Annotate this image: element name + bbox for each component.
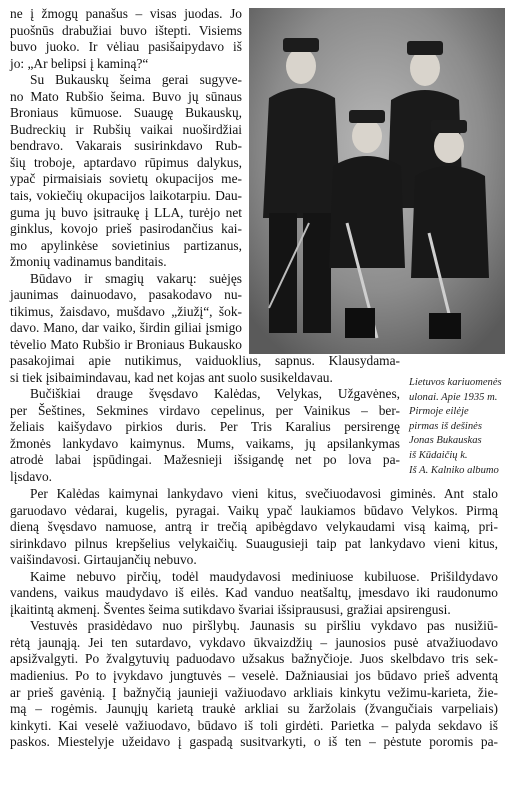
photo-caption — [409, 376, 505, 478]
caption-line: Jonas Bukauskas — [409, 435, 482, 447]
mid-text — [10, 353, 400, 485]
text-line: Su Bukauskų šeima gerai sugyve- — [30, 72, 242, 88]
text-line: vaišindavosi. Girtaujančių nebuvo. — [10, 552, 197, 568]
text-line: rėtą jaunąją. Jei ten sutardavo, vykdavo ūkvaizdžių – jaunosios pusė atvažiuodavo — [10, 634, 498, 650]
text-line: guma jų buvo įsitraukę į LLA, turėjo net — [10, 204, 242, 220]
text-line: Kaime nebuvo pirčių, todėl maudydavosi mediniuose kubiluose. Prišildydavo — [30, 568, 498, 584]
text-line: no Mato Rubšio šeima. Buvo jų sūnaus — [10, 88, 242, 104]
text-line: madienius. Po to įvykdavo jungtuvės – veselė. Dažniausiai jos būdavo prieš adventą — [10, 668, 498, 684]
text-line: ginklus, kovojo prieš pasirodančius kai- — [10, 221, 242, 237]
archival-photo — [249, 8, 505, 354]
text-line: ne į žmogų panašus – visas juodas. Jo — [10, 6, 242, 21]
text-line: sirinkdavo pilnus krepšelius velykaičių. Suaugusieji taip pat lankydavo vieni kitus, — [10, 535, 498, 551]
text-line: įkaitintą akmenį. Šventes šeima sutikdavo švariai išsipraususi, gražiai apsirengusi. — [10, 601, 451, 617]
text-line: tėvelio Mato Rubšio ir Broniaus Bukausko — [10, 336, 242, 352]
text-line: želiais kaišydavo pirkios duris. Per Tris Karalius persirengę — [10, 419, 400, 435]
text-line: ar prieš gavėnią. Į bažnyčią jaunieji važiuodavo arkliais kinkytu vežimu-karieta, žie- — [10, 684, 498, 700]
text-line: lįsdavo. — [10, 468, 53, 484]
text-line: apsižvalgyti. Po žvalgytuvių paduodavo užsakus bažnyčioje. Juos skelbdavo tris sek- — [10, 651, 498, 667]
text-line: bendravo. Vakarais susirinkdavo Rub- — [10, 138, 242, 154]
text-line: tais, vokiečių okupacijos laikotarpiu. Dau- — [10, 188, 242, 204]
text-line: paskos. Miestelyje užeidavo į gaspadą susitvarkyti, o iš ten – pėstute poromis pa- — [10, 734, 498, 750]
text-line: Būdavo ir smagių vakarų: suėjęs — [30, 270, 242, 286]
text-line: jo: „Ar belipsi į kaminą?“ — [10, 55, 149, 71]
caption-line: pirmas iš dešinės — [409, 420, 482, 432]
text-line: pasakojimai apie nutikimus, vaiduoklius, sapnus. Klausydama- — [10, 353, 400, 368]
text-line: Vestuvės prasidėdavo nuo piršlybų. Jaunasis su piršliu vykdavo pas nusižiū- — [30, 618, 498, 634]
text-line: žmonių vadinamus banditais. — [10, 254, 167, 270]
text-line: buvo juoko. Ir vėliau pasišaipydavo iš — [10, 39, 242, 55]
text-line: mo apylinkėse sovietinius partizanus, — [10, 237, 242, 253]
text-line: dieną švęsdavo namuose, antrą ir trečią apibėgdavo velykaudami visą kaimą, pri- — [10, 519, 498, 535]
text-line: šių troboje, aptardavo rūpimus dalykus, — [10, 154, 242, 170]
text-line: garuodavo vėdarai, kugelis, pyragai. Vaikų ypač laukiamos būdavo Velykos. Pirmą — [10, 502, 498, 518]
text-line: Per Kalėdas kaimynai lankydavo vieni kitus, svečiuodavosi giminės. Ant stalo — [30, 486, 498, 501]
text-line: mą – rogėmis. Jaunųjų karietą traukė arkliai su žaržolais (žvangučiais varpeliais) — [10, 701, 498, 717]
caption-line: iš Kūdaičių k. — [409, 449, 468, 461]
soldiers-photo-image — [249, 8, 505, 354]
text-line: jaunimas dainuodavo, pasakodavo nu- — [10, 287, 242, 303]
text-line: Bučiškiai drauge švęsdavo Kalėdas, Velykas, Užgavėnes, — [30, 386, 400, 402]
text-line: žmonės lankydavo kaimynus. Mums, vaikams, jų apsilankymas — [10, 435, 400, 451]
text-line: davo. Mano, dar vaiko, širdin giliai įsmigo — [10, 320, 242, 336]
text-line: Broniaus kūmuose. Suaugę Bukauskų, — [10, 105, 242, 121]
text-line: per Šeštines, Sekmines virdavo cepelinus, per Vainikus – ber- — [10, 402, 400, 418]
text-line: si tiek įsibaimindavau, kad net kojas ant suolo susikeldavau. — [10, 369, 333, 385]
text-line: puošnūs drabužiai buvo ištepti. Visiems — [10, 22, 242, 38]
text-line: Budreckių ir Rubšių vaikai nuoširdžiai — [10, 121, 242, 137]
text-line: kinkyti. Kai veselė važiuodavo, būdavo iš toli girdėti. Parietka – palyda sekdavo iš — [10, 717, 498, 733]
text-line: atrodė labai įspūdingai. Mažesnieji išsigandę net po lova pa- — [10, 452, 400, 468]
caption-line: Iš A. Kalniko albumo — [409, 464, 499, 476]
text-line: vandens, vaikus maudydavo iš eilės. Kad vanduo neatšaltų, įmesdavo iki raudonumo — [10, 585, 498, 601]
caption-line: Lietuvos kariuomenės — [409, 377, 502, 388]
caption-line: ulonai. Apie 1935 m. — [409, 391, 498, 403]
text-line: tikimus, žaisdavo, mušdavo „žiužį“, šok- — [10, 303, 242, 319]
left-column-text — [10, 6, 242, 353]
caption-line: Pirmoje eilėje — [409, 406, 469, 418]
full-width-text — [10, 486, 498, 751]
text-line: ypač pirmaisiais sovietų okupacijos me- — [10, 171, 242, 187]
